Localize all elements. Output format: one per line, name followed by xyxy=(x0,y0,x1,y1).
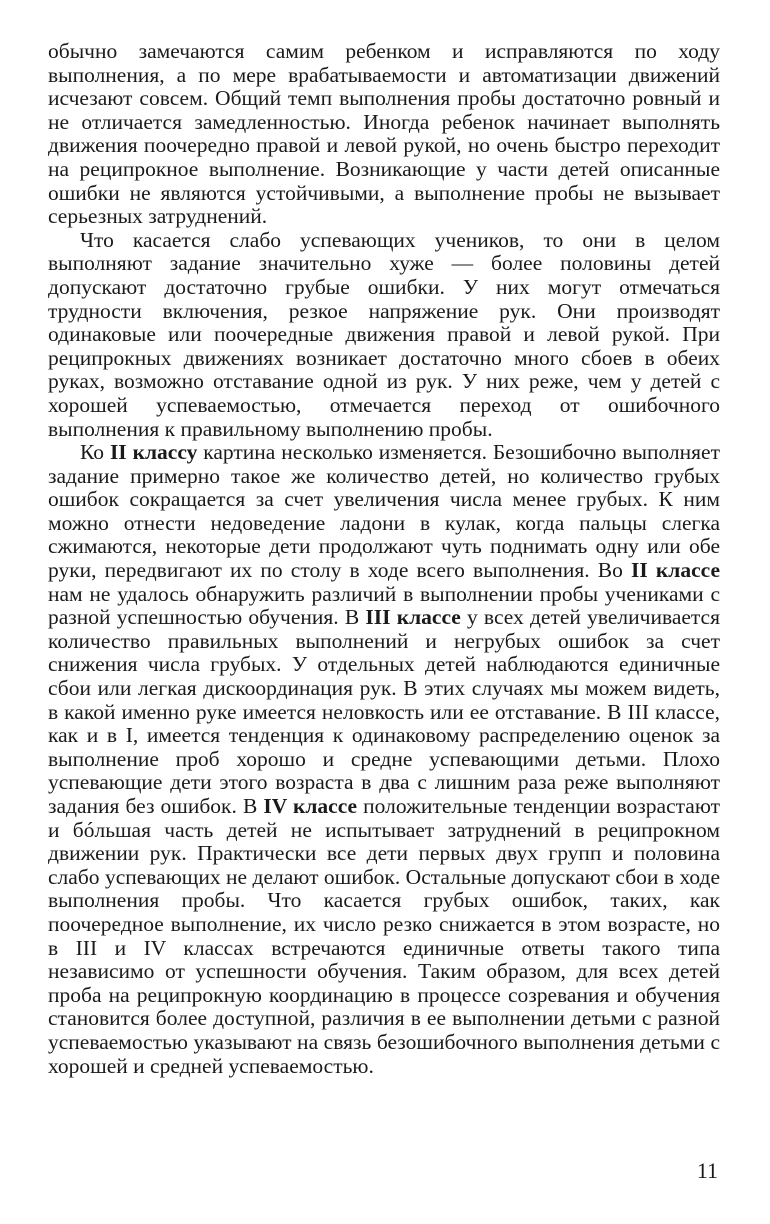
body-text xyxy=(48,40,720,1078)
bold-grade-label: IV классе xyxy=(263,794,358,818)
paragraph-text: у всех детей увеличивается количество правильных выполнений и негрубых ошибок за счет снижения числа грубых. У отдельных детей наблюдаются единичные сбои или легкая дискоординация рук. В этих случаях мы можем видеть, в какой именно руке имеется неловкость или ее отставание. В III классе, как и в I, имеется тенденция к одинаковому распределению оценок за выполнение проб хорошо и средне успевающими детьми. Плохо успевающие дети этого возраста в два с лишним раза реже выполняют задания без ошибок. В xyxy=(48,605,720,818)
bold-grade-label: II классу xyxy=(109,440,198,465)
paragraph-2 xyxy=(48,229,720,441)
paragraph-text: Что касается слабо успевающих учеников, то они в целом выполняют задание значительно хуже — более половины детей допускают достаточно грубые ошибки. У них могут отмечаться трудности включения, резкое напряжение рук. Они производят одинаковые или поочередные движения правой и левой рукой. При реципрокных движениях возникает достаточно много сбоев в обеих руках, возможно отставание одной из рук. У них реже, чем у детей с хорошей успеваемостью, отмечается переход от ошибочного выполнения к правильному выполнению пробы. xyxy=(48,227,720,441)
document-page xyxy=(48,40,720,1184)
paragraph-text: картина несколько изменяется. Безошибочно выполняет задание примерно такое же количество детей, но количество грубых ошибок сокращается за счет увеличения числа менее грубых. К ним можно отнести недоведение ладони в кулак, когда пальцы слегка сжимаются, некоторые дети продолжают чуть поднимать одну или обе руки, передвигают их по столу в ходе всего выполнения. Во xyxy=(48,440,720,583)
bold-grade-label: II классе xyxy=(631,558,720,583)
paragraph-3 xyxy=(48,441,720,1078)
paragraph-text: нам не удалось обнаружить различий в выполнении пробы учениками с разной успешностью обучения. В xyxy=(48,581,720,630)
paragraph-text: положительные тенденции возрастают и бóльшая часть детей не испытывает затруднений в реципрокном движении рук. Практически все дети первых двух групп и половина слабо успевающих не делают ошибок. Остальные допускают сбои в ходе выполнения пробы. Что касается грубых ошибок, таких, как поочередное выполнение, их число резко снижается в этом возрасте, но в III и IV классах встречаются единичные ответы такого типа независимо от успешности обучения. Таким образом, для всех детей проба на реципрокную координацию в процессе созревания и обучения становится более доступной, различия в ее выполнении детьми с разной успеваемостью указывают на связь безошибочного выполнения детьми с хорошей и средней успеваемостью. xyxy=(48,794,720,1078)
page-number: 11 xyxy=(696,1158,718,1183)
paragraph-text: Ко xyxy=(80,440,110,465)
paragraph-1 xyxy=(48,40,720,229)
bold-grade-label: III классе xyxy=(365,605,461,630)
paragraph-text: обычно замечаются самим ребенком и исправляются по ходу выполнения, а по мере врабатываемости и автоматизации движений исчезают совсем. Общий темп выполнения пробы достаточно ровный и не отличается замедленностью. Иногда ребенок начинает выполнять движения поочередно правой и левой рукой, но очень быстро переходит на реципрокное выполнение. Возникающие у части детей описанные ошибки не являются устойчивыми, а выполнение пробы не вызывает серьезных затруднений. xyxy=(48,40,720,229)
